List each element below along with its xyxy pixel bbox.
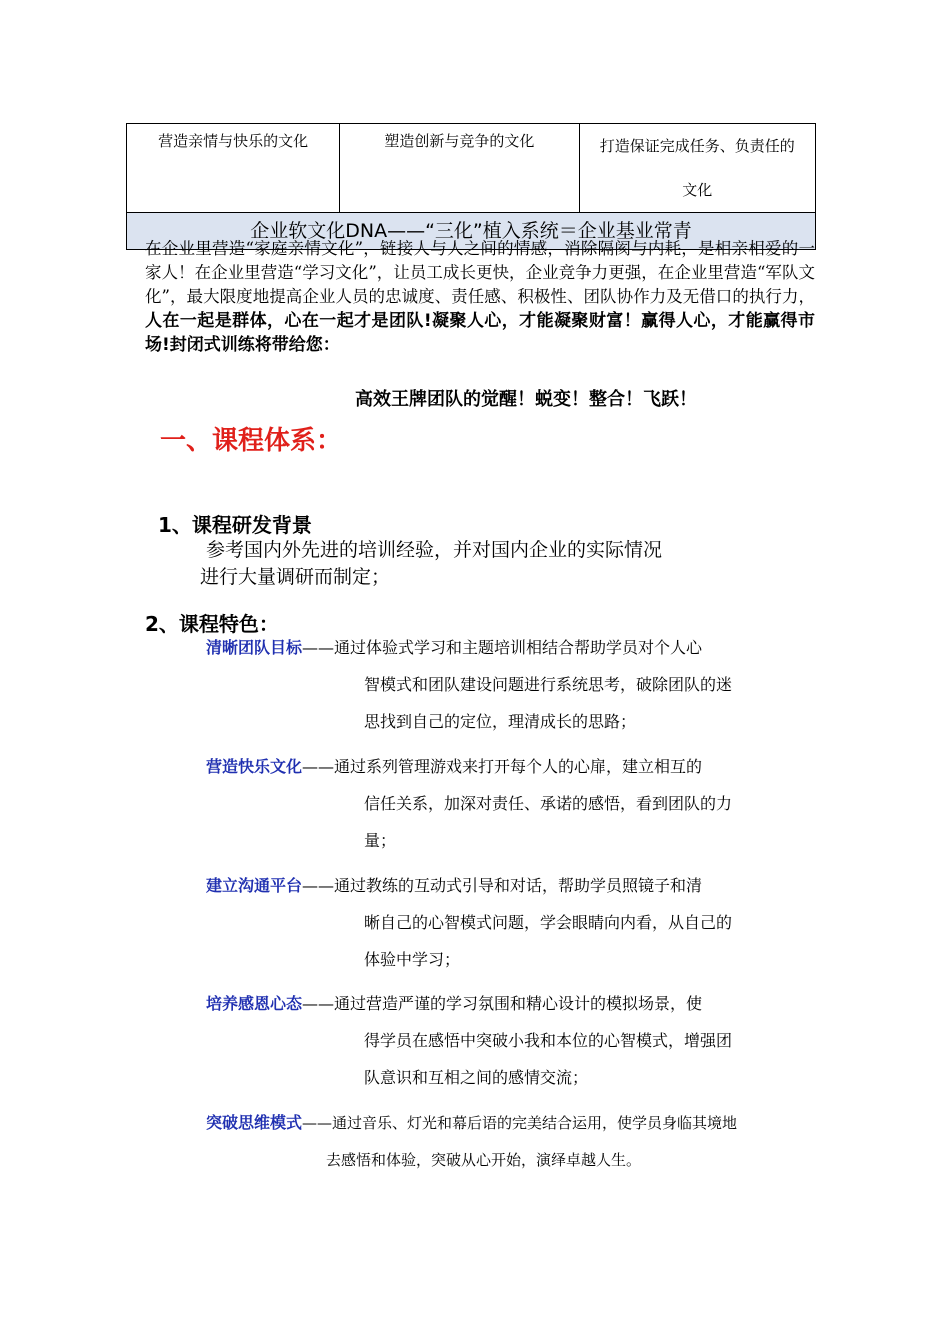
feature-term: 培养感恩心态 bbox=[206, 994, 303, 1013]
feature-text-line: 得学员在感悟中突破小我和本位的心智模式，增强团 bbox=[364, 1031, 733, 1050]
culture-cell-family: 营造亲情与快乐的文化 bbox=[127, 124, 340, 213]
background-text bbox=[200, 537, 662, 591]
feature-text: 通过体验式学习和主题培训相结合帮助学员对个人心 bbox=[334, 638, 703, 657]
background-line-2: 进行大量调研而制定； bbox=[200, 566, 391, 588]
feature-text-line: 队意识和互相之间的感情交流； bbox=[364, 1068, 589, 1087]
feature-item bbox=[206, 748, 811, 859]
feature-text: 通过教练的互动式引导和对话，帮助学员照镜子和清 bbox=[334, 876, 703, 895]
intro-bold-text: 人在一起是群体，心在一起才是团队!凝聚人心，才能凝聚财富！赢得人心，才能赢得市场!封闭式训练将带给您： bbox=[145, 311, 815, 355]
culture-cell-responsibility-line1: 打造保证完成任务、负责任的 bbox=[599, 137, 795, 155]
background-heading: 1、课程研发背景 bbox=[158, 513, 312, 537]
feature-text: 通过系列管理游戏来打开每个人的心扉，建立相互的 bbox=[334, 757, 703, 776]
culture-table bbox=[126, 123, 816, 250]
culture-cell-responsibility bbox=[579, 124, 815, 213]
feature-dash: —— bbox=[302, 994, 335, 1013]
feature-term: 建立沟通平台 bbox=[206, 876, 303, 895]
feature-text-line: 去感悟和体验，突破从心开始，演绎卓越人生。 bbox=[326, 1151, 642, 1169]
feature-dash: —— bbox=[302, 876, 335, 895]
feature-text: 通过营造严谨的学习氛围和精心设计的模拟场景，使 bbox=[334, 994, 703, 1013]
feature-item bbox=[206, 629, 811, 740]
intro-paragraph bbox=[145, 237, 815, 357]
culture-cell-responsibility-line2: 文化 bbox=[682, 181, 713, 199]
feature-dash: —— bbox=[302, 638, 335, 657]
feature-term: 突破思维模式 bbox=[206, 1113, 303, 1132]
feature-text-line: 晰自己的心智模式问题，学会眼睛向内看，从自己的 bbox=[364, 913, 733, 932]
culture-dna-banner: 企业软文化DNA——“三化”植入系统＝企业基业常青 bbox=[127, 213, 816, 250]
feature-term: 清晰团队目标 bbox=[206, 638, 303, 657]
feature-item bbox=[206, 985, 811, 1096]
feature-text-line: 思找到自己的定位，理清成长的思路； bbox=[364, 712, 637, 731]
feature-item bbox=[206, 867, 811, 978]
background-line-1: 参考国内外先进的培训经验，并对国内企业的实际情况 bbox=[206, 539, 663, 561]
slogan: 高效王牌团队的觉醒！蜕变！整合！飞跃！ bbox=[355, 389, 697, 410]
feature-term: 营造快乐文化 bbox=[206, 757, 303, 776]
feature-dash: —— bbox=[302, 1114, 333, 1132]
intro-text: 在企业里营造“家庭亲情文化”，链接人与人之间的情感，消除隔阂与内耗，是相亲相爱的一家人！在企业里营造“学习文化”，让员工成长更快，企业竞争力更强，在企业里营造“军队文化”，最大限度地提高企业人员的忠诚度、责任感、积极性、团队协作力及无借口的执行力， bbox=[145, 239, 815, 306]
feature-text-line: 智模式和团队建设问题进行系统思考，破除团队的迷 bbox=[364, 675, 733, 694]
feature-text: 通过音乐、灯光和幕后语的完美结合运用，使学员身临其境地 bbox=[332, 1114, 738, 1132]
feature-dash: —— bbox=[302, 757, 335, 776]
features-heading: 2、课程特色： bbox=[145, 612, 279, 636]
section-heading: 一、课程体系： bbox=[160, 426, 343, 456]
feature-item bbox=[206, 1104, 811, 1179]
feature-text-line: 体验中学习； bbox=[364, 950, 461, 969]
feature-text-line: 信任关系，加深对责任、承诺的感悟，看到团队的力 bbox=[364, 794, 733, 813]
culture-cell-innovation: 塑造创新与竞争的文化 bbox=[340, 124, 579, 213]
feature-text-line: 量； bbox=[364, 831, 397, 850]
